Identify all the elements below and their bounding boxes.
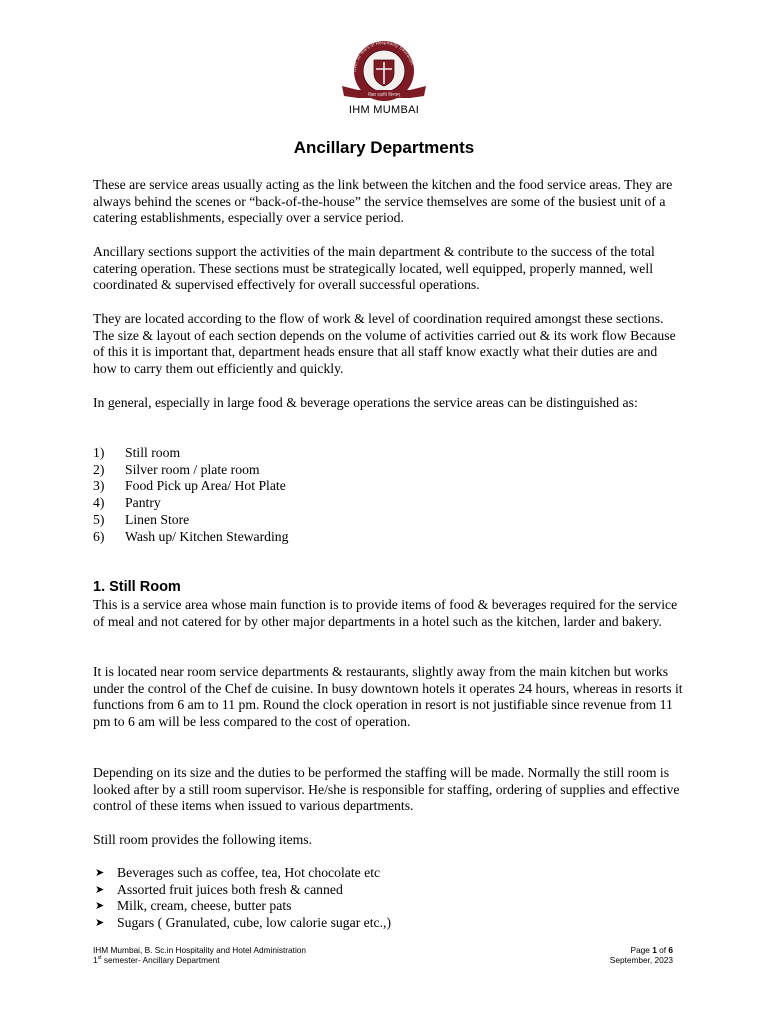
- still-room-items-list: [93, 865, 391, 932]
- list-item: ➤ Milk, cream, cheese, butter pats: [95, 898, 292, 914]
- arrow-bullet-icon: ➤: [95, 917, 105, 930]
- logo-ring-text: Over 50 Years of Hospitality Education: [351, 40, 415, 73]
- institute-name: IHM MUMBAI: [348, 104, 420, 116]
- arrow-bullet-icon: ➤: [95, 900, 105, 913]
- list-item: 1) Still room: [93, 445, 181, 460]
- intro-paragraph-2: Ancillary sections support the activities of the main department & contribute to the success of the total catering operation. These sections must be strategically located, well equipped, properly manned, well coordinated & supervised effectively for overall successful operations.: [93, 244, 655, 293]
- logo-ribbon-text: विद्या ददाति विनयम्: [368, 93, 400, 98]
- arrow-bullet-icon: ➤: [95, 867, 105, 879]
- still-room-paragraph-4: Still room provides the following items.: [93, 832, 312, 847]
- list-item: 2) Silver room / plate room: [93, 461, 260, 477]
- section-heading-still-room: 1. Still Room: [93, 579, 181, 595]
- footer-left: [93, 945, 306, 965]
- ihm-logo: [336, 40, 432, 104]
- intro-paragraph-3: They are located according to the flow of work & level of coordination required amongst these sections. The size & layout of each section depends on the volume of activities carried out & its work flow Because of this it is important that, department heads ensure that all staff know exactly what their duties are and how to carry them out efficiently and quickly.: [93, 311, 676, 377]
- list-item: ➤ Sugars ( Granulated, cube, low calorie sugar etc.,): [95, 915, 392, 931]
- list-item: ➤ Assorted fruit juices both fresh & canned: [95, 881, 343, 897]
- footer-right: [610, 945, 673, 965]
- list-item: ➤ Beverages such as coffee, tea, Hot chocolate etc: [95, 865, 381, 880]
- list-item: 6) Wash up/ Kitchen Stewarding: [93, 528, 289, 544]
- intro-paragraph-4: In general, especially in large food & beverage operations the service areas can be distinguished as:: [93, 395, 638, 410]
- document-title: Ancillary Departments: [293, 138, 475, 157]
- footer-date: September, 2023: [609, 955, 673, 965]
- list-item: 4) Pantry: [93, 495, 161, 511]
- service-areas-list: [93, 445, 289, 545]
- footer-semester: 1st semester- Ancillary Department: [93, 955, 220, 965]
- still-room-paragraph-3: Depending on its size and the duties to be performed the staffing will be made. Normally the still room is looked after by a still room supervisor. He/she is responsible for staffing, ordering of supplies and effective control of these items when issued to various departments.: [93, 765, 680, 814]
- arrow-bullet-icon: ➤: [95, 883, 105, 896]
- list-item: 3) Food Pick up Area/ Hot Plate: [93, 478, 286, 494]
- page-number: Page 1 of 6: [630, 945, 673, 955]
- intro-paragraph-1: These are service areas usually acting as the link between the kitchen and the food service areas. They are always behind the scenes or “back-of-the-house” the service themselves are some of the busiest unit of a catering establishments, especially over a service period.: [93, 177, 673, 226]
- footer-program: IHM Mumbai, B. Sc.in Hospitality and Hotel Administration: [93, 945, 307, 955]
- still-room-paragraph-2: It is located near room service departments & restaurants, slightly away from the main kitchen but works under the control of the Chef de cuisine. In busy downtown hotels it operates 24 hours, whereas in resorts it functions from 6 am to 11 pm. Round the clock operation in resort is not justifiable since revenue from 11 pm to 6 am will be less compared to the cost of operation.: [93, 664, 683, 730]
- still-room-paragraph-1: This is a service area whose main function is to provide items of food & beverages required for the service of meal and not catered for by other major departments in a hotel such as the kitchen, larder and bakery.: [93, 597, 678, 629]
- list-item: 5) Linen Store: [93, 511, 190, 527]
